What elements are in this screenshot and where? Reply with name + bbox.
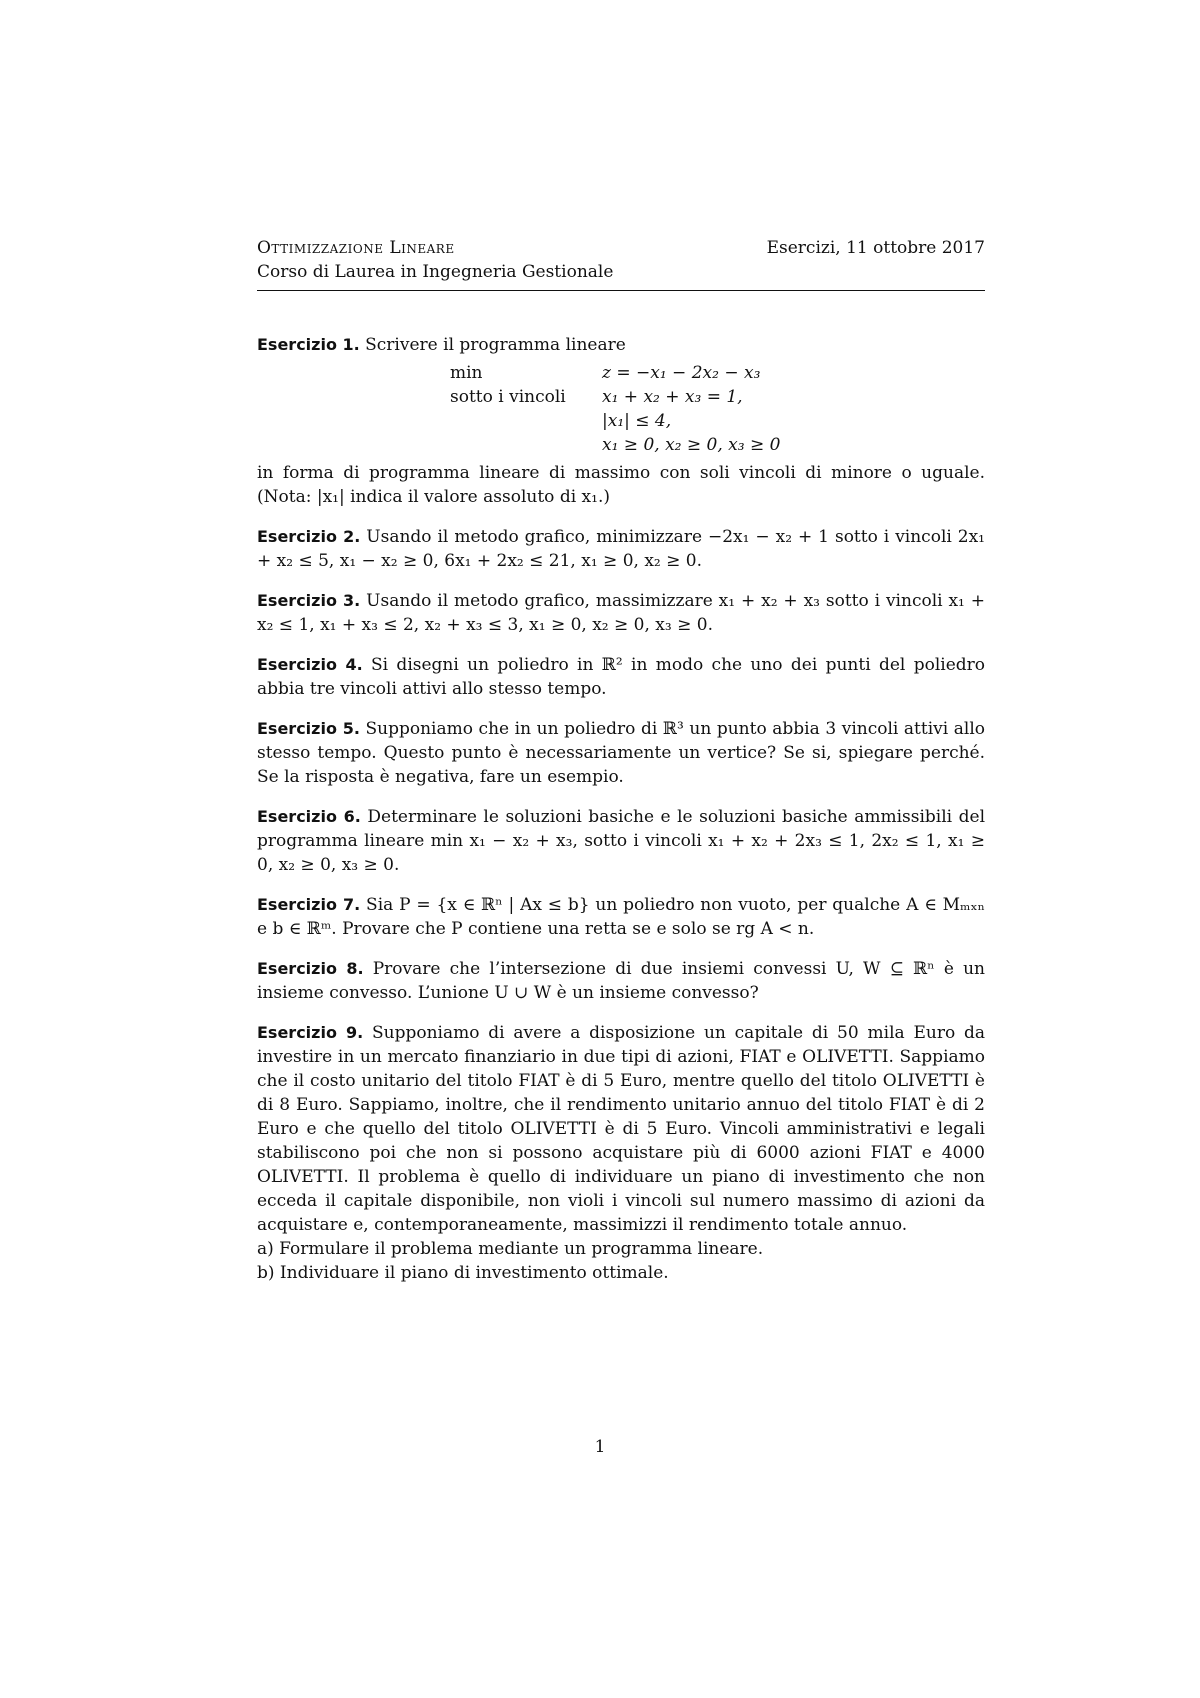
exercise-label: Esercizio 6.	[257, 807, 361, 826]
degree-program: Corso di Laurea in Ingegneria Gestionale	[257, 262, 614, 282]
date-label: Esercizi, 11 ottobre 2017	[766, 238, 985, 258]
lp-keyword: sotto i vincoli	[450, 387, 566, 407]
page-number: 1	[594, 1437, 606, 1457]
exercise-label: Esercizio 3.	[257, 591, 361, 610]
exercise-4	[257, 653, 985, 701]
exercise-1	[257, 333, 985, 509]
lp-keyword: min	[450, 363, 483, 383]
exercise-7	[257, 893, 985, 941]
exercise-label: Esercizio 5.	[257, 719, 360, 738]
exercise-subitem: b) Individuare il piano di investimento ottimale.	[257, 1263, 669, 1283]
page-header	[257, 236, 985, 291]
exercise-6	[257, 805, 985, 877]
lp-expression: z = −x₁ − 2x₂ − x₃	[602, 363, 761, 383]
lp-keyword	[450, 409, 590, 433]
lp-keyword	[450, 433, 590, 457]
exercise-label: Esercizio 8.	[257, 959, 364, 978]
exercise-text: Scrivere il programma lineare	[365, 335, 626, 355]
lp-expression: x₁ ≥ 0, x₂ ≥ 0, x₃ ≥ 0	[602, 435, 781, 455]
exercise-text: Supponiamo di avere a disposizione un capitale di 50 mila Euro da investire in un mercato finanziario in due tipi di azioni, FIAT e OLIVETTI. Sappiamo che il costo unitario del titolo FIAT è di 5 Euro, mentre quello del titolo OLIVETTI è di 8 Euro. Sappiamo, inoltre, che il rendimento unitario annuo del titolo FIAT è di 2 Euro e che quello del titolo OLIVETTI è di 5 Euro. Vincoli amministrativi e legali stabiliscono poi che non si possono acquistare più di 6000 azioni FIAT e 4000 OLIVETTI. Il problema è quello di individuare un piano di investimento che non ecceda il capitale disponibile, non violi i vincoli sul numero massimo di azioni da acquistare e, contemporaneamente, massimizzi il rendimento totale annuo.	[257, 1023, 986, 1235]
lp-expression: x₁ + x₂ + x₃ = 1,	[602, 387, 743, 407]
exercise-text: in forma di programma lineare di massimo con soli vincoli di minore o uguale. (Nota: |x₁| indica il valore assoluto di x₁.)	[257, 463, 985, 507]
exercise-text: Si disegni un poliedro in ℝ² in modo che uno dei punti del poliedro abbia tre vincoli attivi allo stesso tempo.	[257, 655, 985, 699]
exercise-text: Usando il metodo grafico, minimizzare −2x₁ − x₂ + 1 sotto i vincoli 2x₁ + x₂ ≤ 5, x₁ − x₂ ≥ 0, 6x₁ + 2x₂ ≤ 21, x₁ ≥ 0, x₂ ≥ 0.	[257, 527, 985, 571]
exercise-list	[257, 333, 985, 1301]
exercise-3	[257, 589, 985, 637]
exercise-subitem: a) Formulare il problema mediante un programma lineare.	[257, 1239, 764, 1259]
exercise-text: Provare che l’intersezione di due insiemi convessi U, W ⊆ ℝⁿ è un insieme convesso. L’unione U ∪ W è un insieme convesso?	[257, 959, 985, 1003]
exercise-text: Supponiamo che in un poliedro di ℝ³ un punto abbia 3 vincoli attivi allo stesso tempo. Questo punto è necessariamente un vertice? Se si, spiegare perché. Se la risposta è negativa, fare un esempio.	[257, 719, 986, 787]
exercise-label: Esercizio 1.	[257, 335, 360, 354]
exercise-text: Determinare le soluzioni basiche e le soluzioni basiche ammissibili del programma lineare min x₁ − x₂ + x₃, sotto i vincoli x₁ + x₂ + 2x₃ ≤ 1, 2x₂ ≤ 1, x₁ ≥ 0, x₂ ≥ 0, x₃ ≥ 0.	[257, 807, 986, 875]
exercise-text: Usando il metodo grafico, massimizzare x₁ + x₂ + x₃ sotto i vincoli x₁ + x₂ ≤ 1, x₁ + x₃ ≤ 2, x₂ + x₃ ≤ 3, x₁ ≥ 0, x₂ ≥ 0, x₃ ≥ 0.	[257, 591, 986, 635]
exercise-label: Esercizio 2.	[257, 527, 361, 546]
course-title: Ottimizzazione Lineare	[257, 238, 455, 258]
exercise-8	[257, 957, 985, 1005]
linear-program	[450, 361, 985, 457]
exercise-2	[257, 525, 985, 573]
exercise-text: Sia P = {x ∈ ℝⁿ | Ax ≤ b} un poliedro non vuoto, per qualche A ∈ Mₘₓₙ e b ∈ ℝᵐ. Provare che P contiene una retta se e solo se rg A < n.	[257, 895, 986, 939]
exercise-5	[257, 717, 985, 789]
lp-expression: |x₁| ≤ 4,	[602, 411, 672, 431]
exercise-label: Esercizio 7.	[257, 895, 361, 914]
exercise-label: Esercizio 4.	[257, 655, 363, 674]
exercise-label: Esercizio 9.	[257, 1023, 364, 1042]
exercise-9	[257, 1021, 985, 1285]
